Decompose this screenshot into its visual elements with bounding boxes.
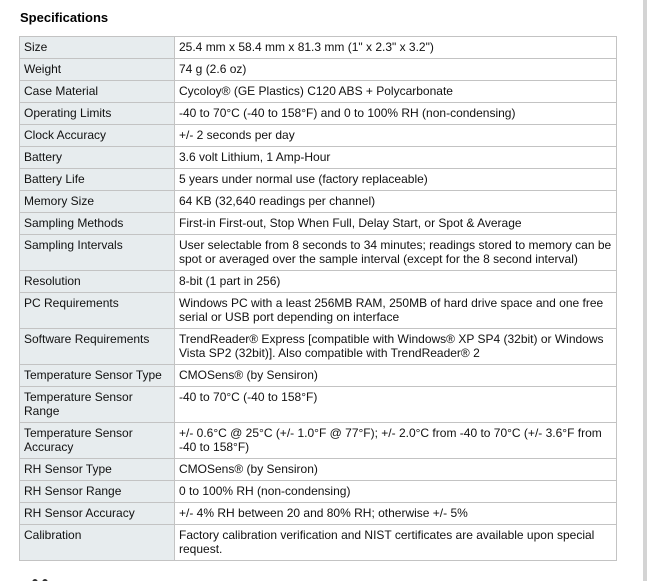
spec-label: Calibration xyxy=(20,525,175,561)
spec-value: -40 to 70°C (-40 to 158°F) and 0 to 100% RH (non-condensing) xyxy=(175,103,617,125)
table-row xyxy=(20,459,617,481)
spec-label: Software Requirements xyxy=(20,329,175,365)
table-row xyxy=(20,293,617,329)
spec-value: Windows PC with a least 256MB RAM, 250MB of hard drive space and one free serial or USB port depending on interface xyxy=(175,293,617,329)
spec-value: 74 g (2.6 oz) xyxy=(175,59,617,81)
spec-label: Temperature Sensor Accuracy xyxy=(20,423,175,459)
spec-value: +/- 0.6°C @ 25°C (+/- 1.0°F @ 77°F); +/- 2.0°C from -40 to 70°C (+/- 3.6°F from -40 to 158°F) xyxy=(175,423,617,459)
spec-value: Cycoloy® (GE Plastics) C120 ABS + Polycarbonate xyxy=(175,81,617,103)
table-row xyxy=(20,271,617,293)
table-row xyxy=(20,37,617,59)
spec-label: RH Sensor Range xyxy=(20,481,175,503)
spec-value: TrendReader® Express [compatible with Windows® XP SP4 (32bit) or Windows Vista SP2 (32bit)]. Also compatible with TrendReader® 2 xyxy=(175,329,617,365)
table-row xyxy=(20,365,617,387)
table-row xyxy=(20,103,617,125)
table-row xyxy=(20,329,617,365)
cropped-content-fragment xyxy=(32,574,52,581)
spec-label: RH Sensor Accuracy xyxy=(20,503,175,525)
table-row xyxy=(20,503,617,525)
spec-label: Size xyxy=(20,37,175,59)
spec-value: 0 to 100% RH (non-condensing) xyxy=(175,481,617,503)
table-row xyxy=(20,81,617,103)
spec-label: Sampling Methods xyxy=(20,213,175,235)
specifications-table xyxy=(19,36,617,561)
spec-label: Operating Limits xyxy=(20,103,175,125)
spec-label: RH Sensor Type xyxy=(20,459,175,481)
spec-value: User selectable from 8 seconds to 34 minutes; readings stored to memory can be spot or averaged over the sample interval (except for the 8 second interval) xyxy=(175,235,617,271)
scrollbar-edge[interactable] xyxy=(643,0,647,581)
spec-value: 5 years under normal use (factory replaceable) xyxy=(175,169,617,191)
table-row xyxy=(20,525,617,561)
spec-value: CMOSens® (by Sensiron) xyxy=(175,365,617,387)
table-row xyxy=(20,147,617,169)
spec-label: Memory Size xyxy=(20,191,175,213)
table-row xyxy=(20,169,617,191)
spec-value: 3.6 volt Lithium, 1 Amp-Hour xyxy=(175,147,617,169)
spec-value: CMOSens® (by Sensiron) xyxy=(175,459,617,481)
spec-label: Case Material xyxy=(20,81,175,103)
table-row xyxy=(20,387,617,423)
spec-value: Factory calibration verification and NIST certificates are available upon special request. xyxy=(175,525,617,561)
table-row xyxy=(20,481,617,503)
spec-value: +/- 4% RH between 20 and 80% RH; otherwise +/- 5% xyxy=(175,503,617,525)
spec-value: +/- 2 seconds per day xyxy=(175,125,617,147)
table-row xyxy=(20,213,617,235)
table-row xyxy=(20,125,617,147)
table-row xyxy=(20,59,617,81)
spec-label: Weight xyxy=(20,59,175,81)
spec-value: 8-bit (1 part in 256) xyxy=(175,271,617,293)
spec-value: First-in First-out, Stop When Full, Delay Start, or Spot & Average xyxy=(175,213,617,235)
section-heading: Specifications xyxy=(20,10,109,25)
table-row xyxy=(20,423,617,459)
table-row xyxy=(20,235,617,271)
spec-value: 64 KB (32,640 readings per channel) xyxy=(175,191,617,213)
spec-label: Resolution xyxy=(20,271,175,293)
table-row xyxy=(20,191,617,213)
spec-label: Battery Life xyxy=(20,169,175,191)
spec-label: Clock Accuracy xyxy=(20,125,175,147)
spec-label: Sampling Intervals xyxy=(20,235,175,271)
spec-label: Temperature Sensor Range xyxy=(20,387,175,423)
spec-value: -40 to 70°C (-40 to 158°F) xyxy=(175,387,617,423)
spec-label: Temperature Sensor Type xyxy=(20,365,175,387)
spec-label: PC Requirements xyxy=(20,293,175,329)
spec-label: Battery xyxy=(20,147,175,169)
spec-value: 25.4 mm x 58.4 mm x 81.3 mm (1" x 2.3" x 3.2") xyxy=(175,37,617,59)
